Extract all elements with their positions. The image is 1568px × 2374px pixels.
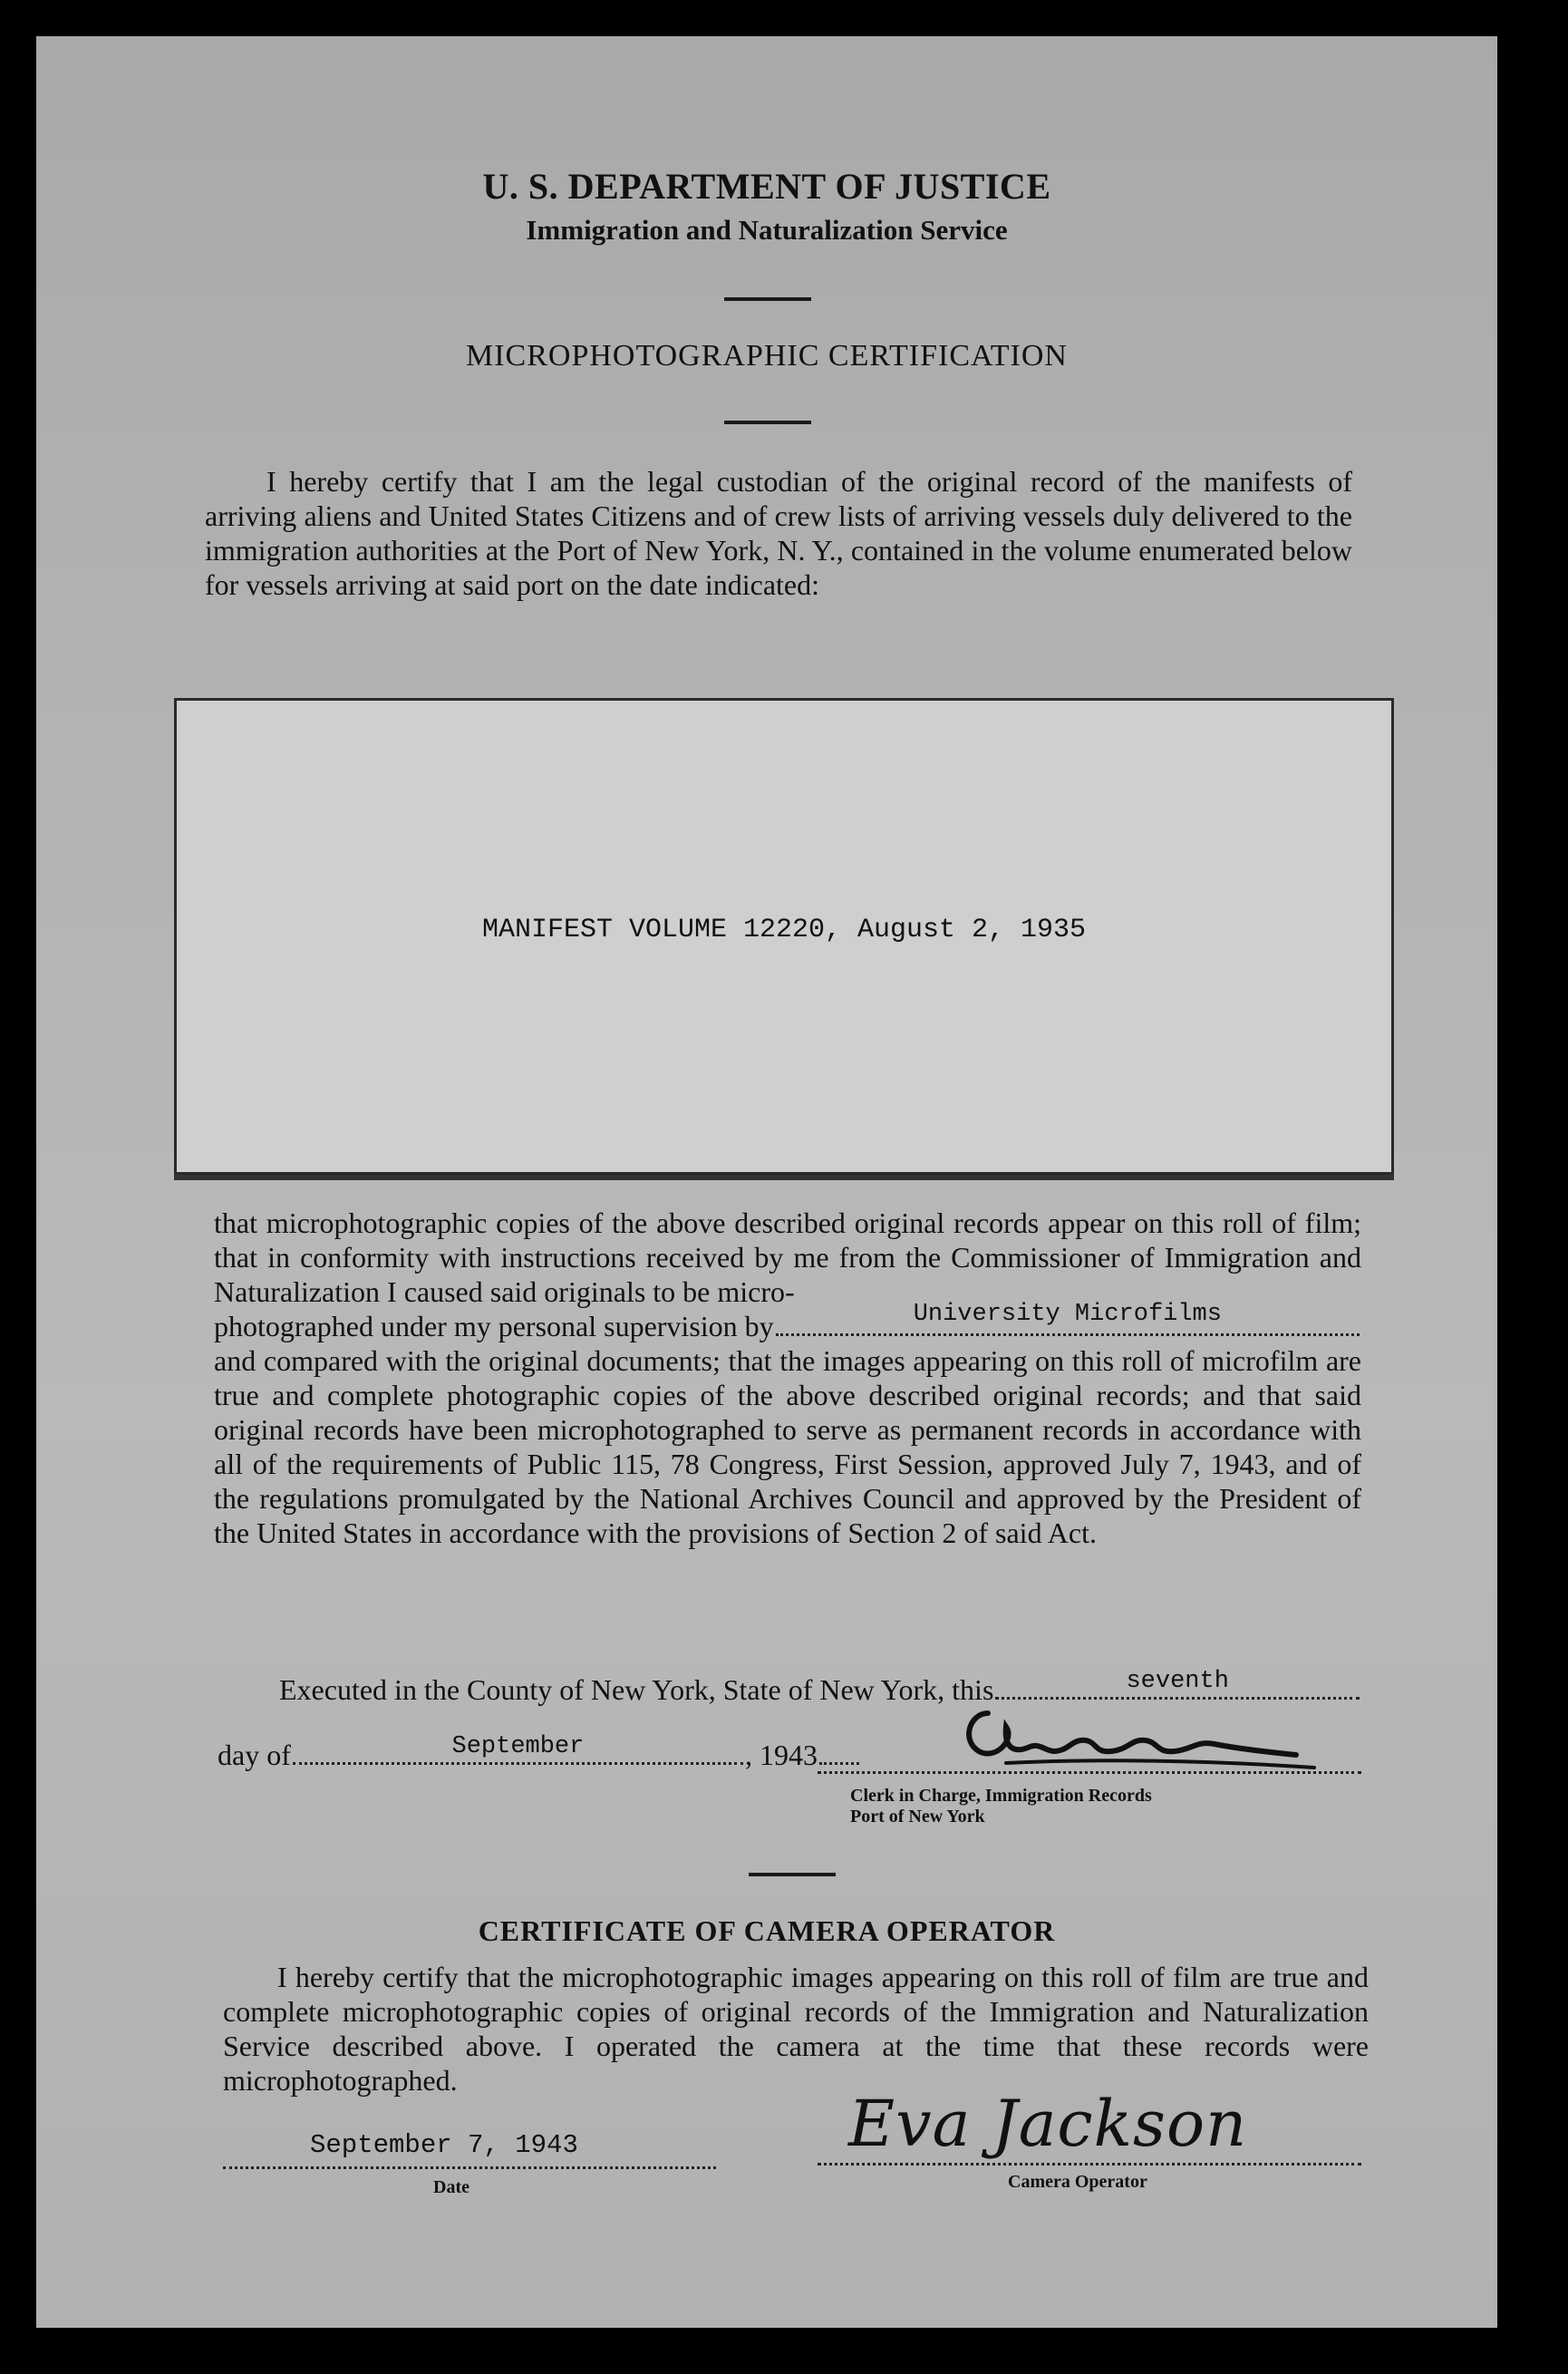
volume-text: MANIFEST VOLUME 12220, August 2, 1935 [481, 915, 1087, 945]
clerk-title-line2: Port of New York [850, 1807, 985, 1827]
service-subheading: Immigration and Naturalization Service [526, 214, 1008, 246]
certification-part1: that microphotographic copies of the above described original records appear on this roll of film; that in conformity with instructions received by me from the Commissioner of Immigration and Naturalization I caused said originals to be micro- [214, 1206, 1361, 1308]
intro-paragraph: I hereby certify that I am the legal custodian of the original record of the manifests of arriving aliens and United States Citizens and of crew lists of arriving vessels duly delivered to the immigration authorities at the Port of New York, N. Y., contained in the volume enumerated below for vessels arriving at said port on the date indicated: [205, 465, 1352, 601]
supervision-prefix: photographed under my personal supervision by [214, 1310, 774, 1342]
certification-title: MICROPHOTOGRAPHIC CERTIFICATION [465, 339, 1068, 373]
day-of-line [218, 1733, 861, 1772]
certificate-date-value: September 7, 1943 [310, 2130, 578, 2160]
supervisor-value: University Microfilms [913, 1301, 1222, 1328]
execution-day-value: seventh [1126, 1668, 1229, 1695]
clerk-title-line1: Clerk in Charge, Immigration Records [850, 1786, 1152, 1806]
execution-prefix: Executed in the County of New York, State of New York, this [279, 1673, 994, 1706]
supervision-fill [776, 1301, 1360, 1336]
department-heading: U. S. DEPARTMENT OF JUSTICE [482, 166, 1051, 207]
camera-certificate-title: CERTIFICATE OF CAMERA OPERATOR [478, 1914, 1056, 1947]
year-text: , 1943 [745, 1739, 818, 1771]
operator-label: Camera Operator [1008, 2172, 1147, 2192]
volume-card [174, 698, 1394, 1175]
operator-line [818, 2163, 1361, 2166]
divider [724, 421, 811, 424]
clerk-signature-line [818, 1771, 1361, 1774]
certification-part2: and compared with the original documents; that the images appearing on this roll of microfilm are true and complete photographic copies of the above described original records; and that said original records have been microphotographed to serve as permanent records in accordance with all of the requirements of Public 115, 78 Congress, First Session, approved July 7, 1943, and of the regulations promulgated by the National Archives Council and approved by the President of the United States in accordance with the provisions of Section 2 of said Act. [214, 1344, 1361, 1549]
date-label: Date [433, 2177, 469, 2197]
date-line [223, 2166, 716, 2169]
clerk-title [850, 1786, 1152, 1827]
day-of-label: day of [218, 1739, 291, 1771]
camera-certificate-text: I hereby certify that the microphotographic images appearing on this roll of film are true and complete microphotographic copies of original records of the Immigration and Naturalization Service described above. I operated the camera at the time that these records were microphotographed. [223, 1961, 1369, 2097]
month-value: September [451, 1733, 585, 1760]
month-fill [293, 1733, 743, 1765]
divider [724, 297, 811, 301]
document-page [36, 36, 1497, 2328]
operator-signature: Eva Jackson [848, 2087, 1248, 2161]
certification-paragraph [214, 1206, 1361, 1550]
year-fill [819, 1739, 859, 1765]
divider [749, 1873, 836, 1876]
supervision-line [214, 1301, 1361, 1343]
